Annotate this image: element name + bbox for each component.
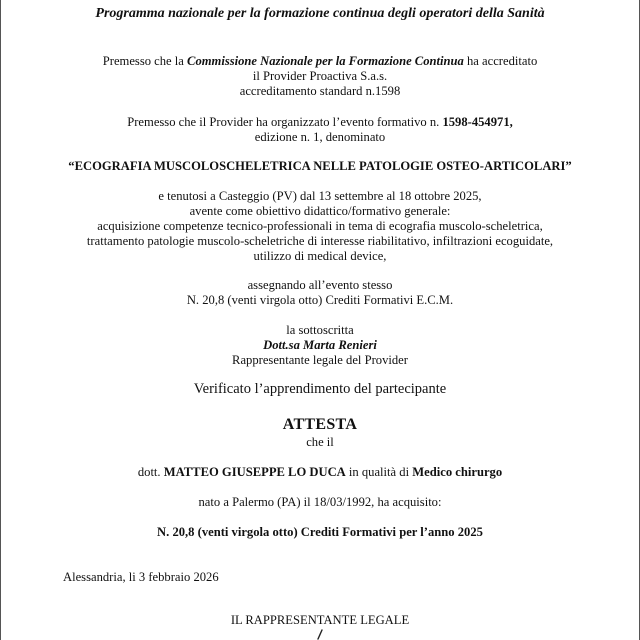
event-number: 1598-454971,: [442, 115, 513, 129]
participant-line: [1, 465, 639, 480]
participant-birth: nato a Palermo (PA) il 18/03/1992, ha acquisito:: [198, 495, 442, 509]
attesta-heading: ATTESTA: [282, 416, 358, 433]
verification-text: Verificato l’apprendimento del partecipante: [193, 381, 447, 397]
event-title: “ECOGRAFIA MUSCOLOSCHELETRICA NELLE PATOLOGIE OSTEO-ARTICOLARI”: [68, 159, 572, 173]
participant-qualification: Medico chirurgo: [412, 465, 503, 479]
signatory-role: Rappresentante legale del Provider: [232, 353, 408, 367]
premise-commission-line: [1, 54, 639, 69]
provider-name: il Provider Proactiva S.a.s.: [252, 69, 388, 83]
signatory-name: Dott.sa Marta Renieri: [263, 338, 377, 352]
objective-line-3: utilizzo di medical device,: [253, 249, 387, 263]
program-title: Programma nazionale per la formazione continua degli operatori della Sanità: [95, 6, 545, 21]
premise-event-line: [1, 115, 639, 130]
participant-middle: in qualità di: [345, 465, 413, 479]
accreditation-number: accreditamento standard n.1598: [239, 84, 401, 98]
signatory-intro: la sottoscritta: [286, 323, 354, 337]
premise-suffix: ha accreditato: [463, 54, 538, 68]
legal-representative-label: IL RAPPRESENTANTE LEGALE: [230, 613, 410, 627]
participant-prefix: dott.: [137, 465, 164, 479]
commission-name: Commissione Nazionale per la Formazione Continua: [187, 54, 464, 68]
event-place-dates: e tenutosi a Casteggio (PV) dal 13 settembre al 18 ottobre 2025,: [158, 189, 482, 203]
premise-event-prefix: Premesso che il Provider ha organizzato l’evento formativo n.: [127, 115, 443, 129]
premise-prefix: Premesso che la: [102, 54, 188, 68]
objective-line-1: acquisizione competenze tecnico-professionali in tema di ecografia muscolo-scheletrica,: [97, 219, 543, 233]
credits-acquired: N. 20,8 (venti virgola otto) Crediti Formativi per l’anno 2025: [157, 525, 483, 539]
credits-assigned-value: N. 20,8 (venti virgola otto) Crediti Formativi E.C.M.: [186, 293, 454, 307]
edition-line: edizione n. 1, denominato: [254, 130, 386, 144]
attesta-subtitle: che il: [306, 435, 334, 449]
place-date: Alessandria, li 3 febbraio 2026: [63, 570, 219, 584]
credits-assigned-intro: assegnando all’evento stesso: [247, 278, 393, 292]
objective-intro: avente come obiettivo didattico/formativo generale:: [189, 204, 451, 218]
objective-line-2: trattamento patologie muscolo-scheletriche di interesse riabilitativo, infiltrazioni ecoguidate,: [86, 234, 554, 248]
signature-stroke-icon: [317, 628, 323, 640]
participant-name: MATTEO GIUSEPPE LO DUCA: [163, 465, 346, 479]
